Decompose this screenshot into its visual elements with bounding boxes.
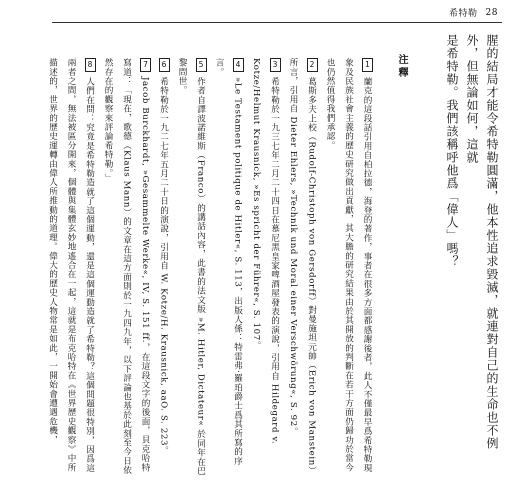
note-number: 6 <box>159 60 169 70</box>
note-text: 希特勒於一九二七年五月二十日的演說，引用自 W. Kotze/H. Krausnick, aaO. S. 223。 <box>158 76 169 456</box>
main-text <box>442 34 502 474</box>
notes-heading: 注釋 <box>396 54 407 80</box>
running-header-title: 希特勒 <box>449 9 478 19</box>
note-number: 2 <box>307 60 317 70</box>
note-number: 4 <box>233 60 243 70</box>
note-text: »Le Testament politique de Hitler«, S. 113，出版人係：特雷弗·羅珀爵士爲其所寫的序言。 <box>214 58 243 466</box>
note-number: 7 <box>141 60 150 70</box>
notes-section <box>47 58 376 478</box>
note-text: 人們在問：究竟是希特勒造就了這個運動，還是這個運動造就了希特勒？這個問題很特別，因爲這兩者之間，無法被區分開來，個體與集體玄妙地遙合在一起，這就是布克哈特在《世界歷史觀察》中所描述的，世界的歷史運轉由偉人所推動的道理。偉大的歷史人物常是如此，一開始會遭遇危機， <box>47 58 95 473</box>
main-text-line: 是希特勒。我們該稱呼他爲「偉人」嗎？ <box>445 34 459 268</box>
note-number: 3 <box>270 60 280 70</box>
note-item <box>154 58 173 478</box>
note-number: 5 <box>196 60 206 70</box>
note-number: 8 <box>85 60 95 70</box>
note-text: 蘭克的這段話引用自柏拉德，海登的著作，事者在很多方面都感謝後者，此人不僅最早爲希特勒現象及民族社會主義的歷史研究做出貢獻，其大膽的研究結果由於其開放的判斷在若干方面仍歸功於當今也仍然值得我們承認。 <box>325 58 372 473</box>
main-text-line: 腥的結局才能令希特勒圓滿，他本性追求毀滅，就連對自己的生命也不例外，但無論如何，這就 <box>465 34 499 450</box>
note-text: 作者自譯波諾維斯（Franco）的講話內容，此書的法文版 »M. Hitler, Dictateur« 於同年在巴黎問世。 <box>177 58 206 476</box>
note-item <box>284 58 321 478</box>
note-text: 希特勒於一九三七年二月二十四日在慕尼黑皇家啤酒屋發表的演說，引用自 Hildegard v. Kotze/Helmut Krausnick, »Es spricht der Führer«, S. 107。 <box>251 58 280 445</box>
note-item <box>173 58 210 478</box>
note-number: 1 <box>363 60 372 70</box>
page-number: 28 <box>485 7 498 18</box>
header-rule <box>52 22 502 23</box>
note-item <box>99 58 155 478</box>
note-text: Jacob Burckhardt, »Gesammelte Werke«, IV, S. 151 ff.，在這段文字的後面，貝克哈特寫道：「現在，歌德（Klaus Mann）的文章在這方面則於一九四九年，以下評論也基於此刻至今日依然存在的觀察來評論希特勒。」 <box>103 58 150 475</box>
note-item <box>321 58 377 478</box>
running-header <box>449 6 498 19</box>
note-item <box>43 58 99 478</box>
note-item <box>210 58 247 478</box>
note-item <box>247 58 284 478</box>
note-text: 葛斯多夫上校（Rudolf-Christoph von Gersdorff）對曼施坦元帥（Erich von Manstein）所言，引用自 Dieter Ehlers, »Technik und Moral einer Verschwörung«, S. 92。 <box>288 58 317 476</box>
